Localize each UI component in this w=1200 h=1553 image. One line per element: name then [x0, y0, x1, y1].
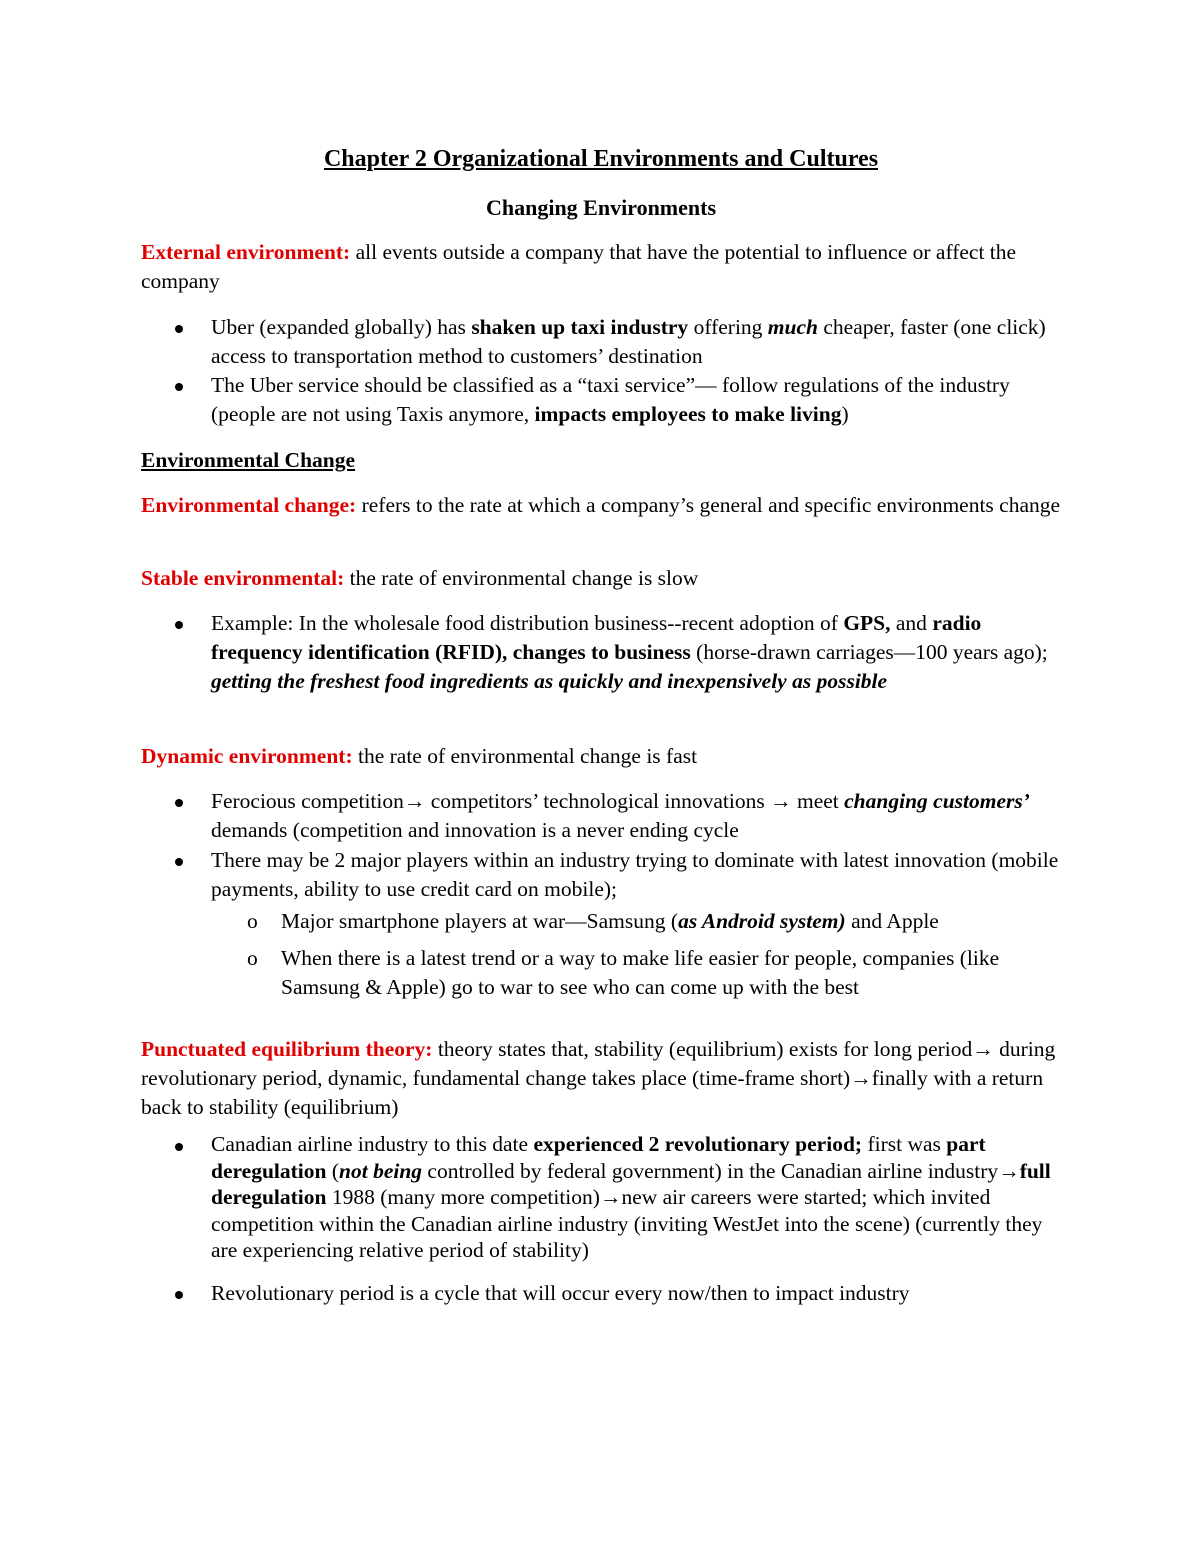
term-external-environment: External environment:	[141, 240, 351, 264]
definition-text: the rate of environmental change is fast	[352, 744, 698, 768]
list-item-text: Ferocious competition→ competitors’ technological innovations → meet changing customers’ demands (competition and innovation is a never ending cycle	[211, 789, 1030, 842]
definition-text: all events outside a company that have the potential to influence or affect the company	[141, 240, 1017, 293]
bullet-icon	[175, 1143, 183, 1151]
stable-environmental-definition	[141, 564, 1061, 593]
list-item-text: The Uber service should be classified as a “taxi service”— follow regulations of the industry (people are not using Taxis anymore, impacts employees to make living)	[211, 373, 1010, 426]
sub-list-item-text: When there is a latest trend or a way to make life easier for people, companies (like Samsung & Apple) go to war to see who can come up with the best	[281, 946, 1000, 999]
arrow-right-icon: →	[403, 789, 426, 813]
environmental-change-definition	[141, 491, 1061, 520]
dynamic-environment-definition	[141, 742, 1061, 771]
arrow-right-icon: →	[770, 789, 792, 813]
term-dynamic-environment: Dynamic environment:	[141, 744, 353, 768]
arrow-right-icon: →	[972, 1037, 994, 1061]
bullet-icon	[175, 858, 183, 866]
list-item-text: Example: In the wholesale food distribution business--recent adoption of GPS, and radio frequency identification (RFID), changes to business (horse-drawn carriages—100 years ago); getting the freshest food ingredients as quickly and inexpensively as possible	[211, 611, 1048, 693]
term-punctuated-equilibrium: Punctuated equilibrium theory:	[141, 1037, 433, 1061]
sub-list-item-text: Major smartphone players at war—Samsung (as Android system) and Apple	[281, 909, 939, 933]
term-environmental-change: Environmental change:	[141, 493, 357, 517]
bullet-icon	[175, 325, 183, 333]
arrow-right-icon: →	[998, 1158, 1020, 1183]
arrow-right-icon: →	[850, 1066, 872, 1090]
external-environment-definition	[141, 238, 1061, 296]
list-item-text: Uber (expanded globally) has shaken up taxi industry offering much cheaper, faster (one click) access to transportation method to customers’ destination	[211, 315, 1046, 368]
list-item-text: Canadian airline industry to this date experienced 2 revolutionary period; first was part deregulation (not being controlled by federal government) in the Canadian airline industry→full deregulation 1988 (many more competition)→new air careers were started; which invited competition within the Canadian airline industry (inviting WestJet into the scene) (currently they are experiencing relative period of stability)	[211, 1132, 1051, 1262]
bullet-icon	[175, 383, 183, 391]
term-stable-environmental: Stable environmental:	[141, 566, 345, 590]
definition-text: refers to the rate at which a company’s general and specific environments change	[356, 493, 1061, 517]
definition-text: the rate of environmental change is slow	[344, 566, 699, 590]
sub-bullet-icon: o	[247, 946, 258, 970]
bullet-icon	[175, 621, 183, 629]
list-item-text: There may be 2 major players within an industry trying to dominate with latest innovation (mobile payments, ability to use credit card on mobile);	[211, 848, 1059, 901]
sub-bullet-icon: o	[247, 909, 258, 933]
punctuated-equilibrium-definition: Punctuated equilibrium theory: theory states that, stability (equilibrium) exists for long period→ during revolutionary period, dynamic, fundamental change takes place (time-frame short)→finally with a return back to stability (equilibrium)	[141, 1037, 1056, 1119]
page-title: Chapter 2 Organizational Environments and Cultures	[323, 146, 879, 172]
section-heading-changing-environments: Changing Environments	[485, 195, 717, 220]
list-item-text: Revolutionary period is a cycle that will occur every now/then to impact industry	[211, 1281, 910, 1305]
arrow-right-icon: →	[599, 1185, 622, 1209]
section-heading-environmental-change: Environmental Change	[141, 448, 356, 472]
bullet-icon	[175, 1291, 183, 1299]
bullet-icon	[175, 799, 183, 807]
